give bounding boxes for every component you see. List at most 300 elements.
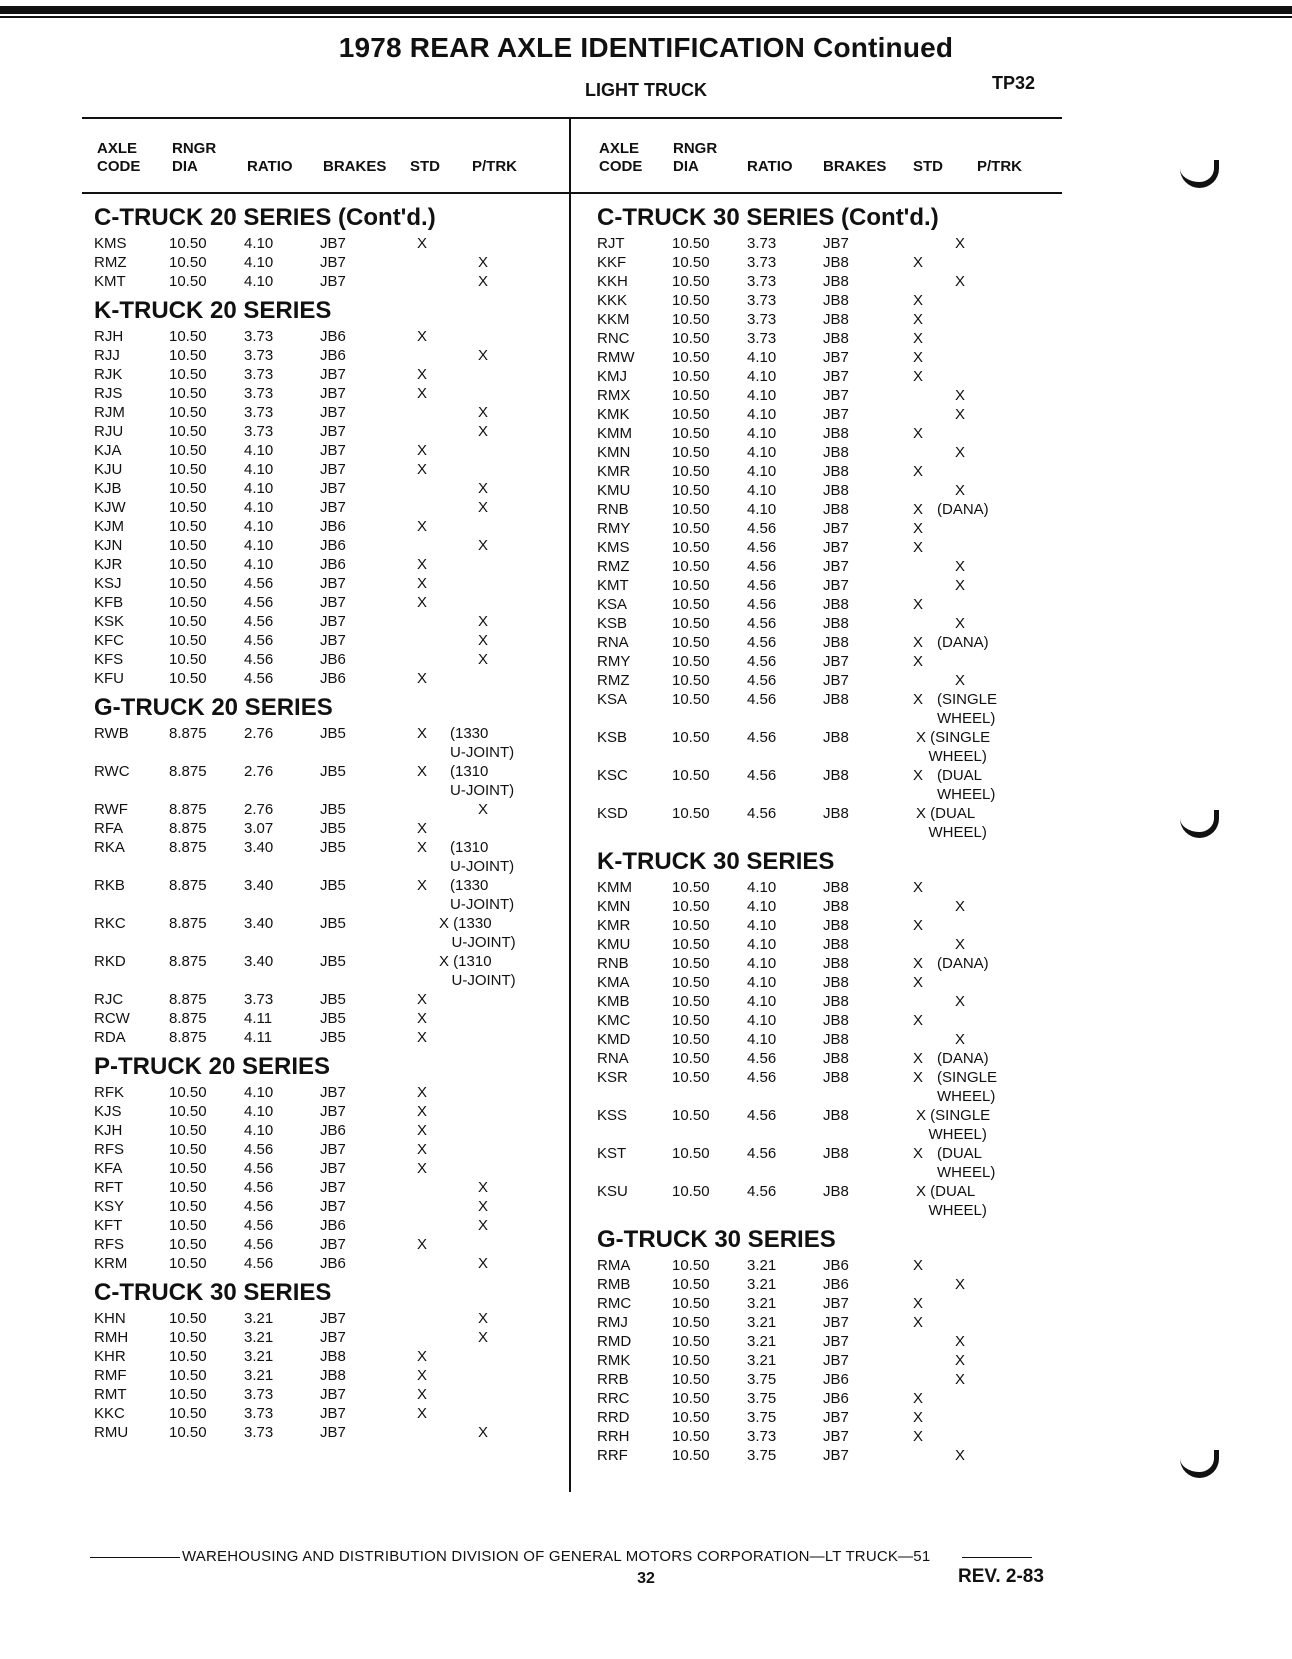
brakes-cell: JB7	[823, 672, 849, 689]
axle-code-cell: KSU	[597, 1183, 628, 1200]
ratio-cell: 3.40	[244, 915, 274, 932]
rngr-dia-cell: 8.875	[169, 725, 207, 742]
brakes-cell: JB6	[320, 670, 346, 687]
ratio-cell: 3.73	[244, 328, 274, 345]
ptrk-cell: X (SINGLE WHEEL)	[916, 1107, 991, 1143]
std-cell: X	[913, 879, 924, 896]
table-row	[597, 481, 1067, 500]
brakes-cell: JB7	[320, 235, 346, 252]
axle-code-cell: RMY	[597, 520, 631, 537]
table-row	[94, 876, 564, 914]
axle-code-cell: RMJ	[597, 1314, 628, 1331]
ratio-cell: 4.10	[244, 499, 274, 516]
table-row	[597, 1408, 1067, 1427]
ptrk-cell: X	[955, 1333, 966, 1350]
table-row	[597, 897, 1067, 916]
ptrk-cell: X	[955, 235, 966, 252]
axle-code-cell: RMW	[597, 349, 635, 366]
table-row	[94, 574, 564, 593]
axle-code-cell: KFB	[94, 594, 124, 611]
rngr-dia-cell: 10.50	[672, 235, 710, 252]
brakes-cell: JB8	[320, 1348, 346, 1365]
axle-code-cell: KMR	[597, 917, 631, 934]
axle-code-cell: RJJ	[94, 347, 120, 364]
std-cell: X	[417, 670, 428, 687]
ratio-cell: 3.73	[244, 1424, 274, 1441]
axle-code-cell: RMU	[94, 1424, 129, 1441]
table-row	[94, 384, 564, 403]
rngr-dia-cell: 10.50	[169, 461, 207, 478]
ratio-cell: 3.21	[747, 1352, 777, 1369]
rngr-dia-cell: 8.875	[169, 763, 207, 780]
ratio-cell: 4.10	[244, 518, 274, 535]
brakes-cell: JB7	[823, 1333, 849, 1350]
axle-code-cell: RNB	[597, 955, 629, 972]
table-row	[94, 536, 564, 555]
rngr-dia-cell: 8.875	[169, 1029, 207, 1046]
axle-code-cell: RFK	[94, 1084, 124, 1101]
axle-code-cell: KHR	[94, 1348, 126, 1365]
rngr-dia-cell: 8.875	[169, 877, 207, 894]
table-row	[94, 1121, 564, 1140]
table-row	[94, 272, 564, 291]
std-cell: X	[417, 877, 428, 894]
axle-code-cell: RKC	[94, 915, 126, 932]
rngr-dia-cell: 10.50	[169, 347, 207, 364]
ratio-cell: 4.56	[244, 1141, 274, 1158]
axle-code-cell: RCW	[94, 1010, 130, 1027]
table-row	[597, 992, 1067, 1011]
table-row	[597, 1068, 1067, 1106]
axle-code-cell: KSA	[597, 596, 628, 613]
rngr-dia-cell: 10.50	[169, 254, 207, 271]
ratio-cell: 4.11	[244, 1010, 273, 1027]
table-row	[94, 1423, 564, 1442]
table-row	[94, 990, 564, 1009]
rngr-dia-cell: 10.50	[169, 613, 207, 630]
brakes-cell: JB7	[823, 653, 849, 670]
table-row	[597, 652, 1067, 671]
ptrk-cell: X	[955, 558, 966, 575]
axle-code-cell: KMS	[94, 235, 127, 252]
rngr-dia-cell: 10.50	[169, 1255, 207, 1272]
rngr-dia-cell: 10.50	[672, 1069, 710, 1086]
ptrk-cell: X	[478, 347, 489, 364]
ratio-cell: 4.56	[244, 670, 274, 687]
ratio-cell: 4.10	[747, 368, 777, 385]
axle-code-cell: KSB	[597, 729, 628, 746]
table-row	[94, 1216, 564, 1235]
brakes-cell: JB6	[320, 328, 346, 345]
brakes-cell: JB7	[320, 1198, 346, 1215]
ptrk-cell: X	[955, 993, 966, 1010]
axle-code-cell: KMR	[597, 463, 631, 480]
axle-code-cell: RRC	[597, 1390, 630, 1407]
table-row	[597, 690, 1067, 728]
ratio-cell: 4.56	[747, 805, 777, 822]
rngr-dia-cell: 10.50	[672, 330, 710, 347]
table-row	[94, 403, 564, 422]
std-cell: X	[417, 1160, 428, 1177]
brakes-cell: JB8	[320, 1367, 346, 1384]
brakes-cell: JB6	[823, 1257, 849, 1274]
std-cell: X	[417, 991, 428, 1008]
rngr-dia-cell: 10.50	[672, 1314, 710, 1331]
std-cell: X	[913, 917, 924, 934]
axle-code-cell: KKF	[597, 254, 627, 271]
rngr-dia-cell: 10.50	[672, 406, 710, 423]
table-row	[94, 1309, 564, 1328]
rngr-dia-cell: 8.875	[169, 953, 207, 970]
table-row	[597, 1294, 1067, 1313]
rngr-dia-cell: 10.50	[169, 423, 207, 440]
rngr-dia-cell: 10.50	[672, 273, 710, 290]
table-row	[94, 234, 564, 253]
rngr-dia-cell: 10.50	[672, 1145, 710, 1162]
table-row	[597, 1389, 1067, 1408]
ptrk-cell: (SINGLE WHEEL)	[937, 691, 998, 727]
axle-code-cell: KMT	[597, 577, 629, 594]
brakes-cell: JB5	[320, 725, 346, 742]
std-cell: X	[417, 442, 428, 459]
ratio-cell: 4.56	[747, 767, 777, 784]
axle-code-cell: KMJ	[597, 368, 627, 385]
header-brakes-right: BRAKES	[823, 158, 887, 175]
rngr-dia-cell: 10.50	[672, 1390, 710, 1407]
brakes-cell: JB7	[320, 1103, 346, 1120]
std-cell: X	[913, 596, 924, 613]
rngr-dia-cell: 10.50	[672, 311, 710, 328]
rngr-dia-cell: 10.50	[672, 501, 710, 518]
axle-code-cell: KSS	[597, 1107, 628, 1124]
std-cell: X	[417, 1029, 428, 1046]
std-cell: X	[417, 328, 428, 345]
std-cell: X	[913, 767, 924, 784]
table-row	[597, 614, 1067, 633]
top-rule	[0, 6, 1292, 14]
rngr-dia-cell: 10.50	[672, 1050, 710, 1067]
ratio-cell: 2.76	[244, 801, 274, 818]
brakes-cell: JB6	[320, 651, 346, 668]
page-title: 1978 REAR AXLE IDENTIFICATION Continued	[338, 32, 954, 63]
std-cell: X	[417, 1103, 428, 1120]
axle-code-cell: KMT	[94, 273, 126, 290]
axle-code-cell: RFS	[94, 1141, 124, 1158]
table-row	[597, 1332, 1067, 1351]
std-cell: X	[913, 501, 924, 518]
brakes-cell: JB8	[823, 729, 849, 746]
axle-code-cell: KSR	[597, 1069, 628, 1086]
brakes-cell: JB7	[320, 1179, 346, 1196]
header-top-rule	[82, 117, 1062, 119]
std-cell: X	[913, 292, 924, 309]
std-cell: X	[417, 518, 428, 535]
axle-code-cell: KMC	[597, 1012, 631, 1029]
rngr-dia-cell: 10.50	[169, 1122, 207, 1139]
std-cell: X	[417, 1367, 428, 1384]
brakes-cell: JB8	[823, 444, 849, 461]
axle-code-cell: RJM	[94, 404, 125, 421]
table-row	[597, 424, 1067, 443]
axle-code-cell: RMZ	[597, 672, 630, 689]
axle-code-cell: KJA	[94, 442, 122, 459]
ratio-cell: 4.11	[244, 1029, 273, 1046]
ptrk-cell: X (DUAL WHEEL)	[916, 1183, 987, 1219]
ratio-cell: 3.73	[244, 991, 274, 1008]
table-row	[94, 1385, 564, 1404]
ratio-cell: 4.10	[747, 387, 777, 404]
rngr-dia-cell: 10.50	[169, 366, 207, 383]
axle-code-cell: RDA	[94, 1029, 126, 1046]
rngr-dia-cell: 10.50	[169, 1424, 207, 1441]
std-cell: X	[417, 1141, 428, 1158]
brakes-cell: JB7	[320, 442, 346, 459]
ptrk-cell: (DUAL WHEEL)	[937, 767, 996, 803]
brakes-cell: JB6	[320, 1122, 346, 1139]
table-row	[94, 422, 564, 441]
rngr-dia-cell: 10.50	[169, 499, 207, 516]
brakes-cell: JB7	[320, 1424, 346, 1441]
ratio-cell: 4.10	[747, 1031, 777, 1048]
axle-code-cell: RNB	[597, 501, 629, 518]
brakes-cell: JB5	[320, 915, 346, 932]
ratio-cell: 4.10	[747, 444, 777, 461]
rngr-dia-cell: 10.50	[672, 349, 710, 366]
rngr-dia-cell: 10.50	[672, 1371, 710, 1388]
ratio-cell: 4.10	[747, 993, 777, 1010]
std-cell: X	[913, 520, 924, 537]
ptrk-cell: X	[955, 1352, 966, 1369]
rngr-dia-cell: 10.50	[169, 1084, 207, 1101]
ratio-cell: 4.10	[747, 917, 777, 934]
axle-code-cell: KFC	[94, 632, 124, 649]
ratio-cell: 4.10	[747, 879, 777, 896]
axle-code-cell: RMZ	[597, 558, 630, 575]
brakes-cell: JB7	[823, 368, 849, 385]
ratio-cell: 3.21	[244, 1310, 274, 1327]
ratio-cell: 4.10	[244, 1103, 274, 1120]
table-row	[94, 800, 564, 819]
table-row	[94, 631, 564, 650]
axle-code-cell: KJS	[94, 1103, 122, 1120]
brakes-cell: JB7	[320, 632, 346, 649]
rngr-dia-cell: 8.875	[169, 1010, 207, 1027]
table-row	[597, 443, 1067, 462]
axle-code-cell: KKM	[597, 311, 630, 328]
brakes-cell: JB7	[823, 1447, 849, 1464]
table-row	[597, 916, 1067, 935]
brakes-cell: JB8	[823, 634, 849, 651]
axle-code-cell: KSJ	[94, 575, 122, 592]
rngr-dia-cell: 10.50	[169, 1348, 207, 1365]
axle-code-cell: RWC	[94, 763, 130, 780]
table-row	[597, 728, 1067, 766]
section-title: P-TRUCK 20 SERIES	[94, 1053, 331, 1080]
ratio-cell: 3.73	[244, 423, 274, 440]
brakes-cell: JB5	[320, 991, 346, 1008]
std-cell: X	[913, 1314, 924, 1331]
ptrk-cell: (1310 U-JOINT)	[450, 839, 515, 875]
rngr-dia-cell: 10.50	[169, 632, 207, 649]
brakes-cell: JB7	[320, 1141, 346, 1158]
ratio-cell: 4.56	[747, 1183, 777, 1200]
ptrk-cell: X (DUAL WHEEL)	[916, 805, 987, 841]
header-std-right: STD	[913, 158, 943, 175]
table-row	[597, 595, 1067, 614]
rngr-dia-cell: 10.50	[672, 1333, 710, 1350]
table-row	[597, 1182, 1067, 1220]
footer-text: WAREHOUSING AND DISTRIBUTION DIVISION OF GENERAL MOTORS CORPORATION—LT TRUCK—51	[182, 1548, 931, 1565]
ratio-cell: 3.40	[244, 953, 274, 970]
axle-code-cell: KJB	[94, 480, 122, 497]
ratio-cell: 4.56	[747, 634, 777, 651]
std-cell: X	[417, 1122, 428, 1139]
table-row	[94, 365, 564, 384]
table-row	[94, 838, 564, 876]
ratio-cell: 3.40	[244, 839, 274, 856]
axle-code-cell: KMU	[597, 936, 631, 953]
table-row	[94, 1197, 564, 1216]
table-row	[94, 1159, 564, 1178]
ptrk-cell: X	[955, 1447, 966, 1464]
ptrk-cell: X	[478, 273, 489, 290]
table-row	[597, 633, 1067, 652]
section-title: C-TRUCK 30 SERIES	[94, 1279, 332, 1306]
axle-code-cell: KJU	[94, 461, 123, 478]
brakes-cell: JB8	[823, 311, 849, 328]
ptrk-cell: X	[478, 651, 489, 668]
table-row	[94, 1366, 564, 1385]
table-row	[94, 460, 564, 479]
std-cell: X	[417, 1236, 428, 1253]
std-cell: X	[417, 556, 428, 573]
rngr-dia-cell: 10.50	[672, 672, 710, 689]
table-row	[94, 612, 564, 631]
ptrk-cell: X	[955, 273, 966, 290]
ptrk-cell: X	[478, 1255, 489, 1272]
ratio-cell: 4.56	[244, 632, 274, 649]
ratio-cell: 4.10	[747, 501, 777, 518]
rngr-dia-cell: 10.50	[169, 1329, 207, 1346]
binder-hole-mark	[1180, 1450, 1219, 1478]
ratio-cell: 3.21	[747, 1276, 777, 1293]
brakes-cell: JB8	[823, 805, 849, 822]
axle-code-cell: RKD	[94, 953, 126, 970]
axle-code-cell: KMS	[597, 539, 630, 556]
brakes-cell: JB7	[320, 254, 346, 271]
brakes-cell: JB8	[823, 1050, 849, 1067]
brakes-cell: JB7	[320, 1160, 346, 1177]
ratio-cell: 3.73	[747, 311, 777, 328]
table-row	[94, 1254, 564, 1273]
header-rngr-dia-right: RNGR DIA	[673, 140, 718, 175]
ratio-cell: 3.73	[244, 347, 274, 364]
axle-code-cell: RRB	[597, 1371, 629, 1388]
brakes-cell: JB7	[823, 520, 849, 537]
section-title: C-TRUCK 20 SERIES (Cont'd.)	[94, 204, 436, 231]
axle-code-cell: RMD	[597, 1333, 632, 1350]
table-row	[597, 1446, 1067, 1465]
table-row	[94, 914, 564, 952]
ratio-cell: 4.56	[244, 613, 274, 630]
axle-code-cell: KMD	[597, 1031, 631, 1048]
header-axle-code: AXLE CODE	[97, 140, 141, 175]
axle-code-cell: KSB	[597, 615, 628, 632]
ratio-cell: 4.10	[747, 463, 777, 480]
ratio-cell: 4.10	[747, 425, 777, 442]
axle-code-cell: KJR	[94, 556, 123, 573]
ratio-cell: 4.56	[747, 577, 777, 594]
ratio-cell: 4.10	[244, 235, 274, 252]
ratio-cell: 3.75	[747, 1409, 777, 1426]
axle-code-cell: KMK	[597, 406, 630, 423]
axle-code-cell: KKC	[94, 1405, 125, 1422]
ratio-cell: 4.56	[747, 1145, 777, 1162]
ratio-cell: 3.07	[244, 820, 274, 837]
ratio-cell: 4.56	[747, 672, 777, 689]
brakes-cell: JB7	[320, 423, 346, 440]
rngr-dia-cell: 10.50	[672, 974, 710, 991]
ratio-cell: 4.10	[747, 349, 777, 366]
ratio-cell: 4.56	[244, 575, 274, 592]
axle-code-cell: KKH	[597, 273, 628, 290]
ratio-cell: 4.56	[747, 520, 777, 537]
std-cell: X	[913, 539, 924, 556]
brakes-cell: JB7	[823, 387, 849, 404]
ptrk-cell: X	[955, 1371, 966, 1388]
axle-code-cell: KFT	[94, 1217, 123, 1234]
rngr-dia-cell: 10.50	[169, 480, 207, 497]
header-brakes: BRAKES	[323, 158, 387, 175]
ptrk-cell: X	[478, 1217, 489, 1234]
rngr-dia-cell: 10.50	[169, 575, 207, 592]
rngr-dia-cell: 10.50	[169, 1160, 207, 1177]
rngr-dia-cell: 10.50	[672, 596, 710, 613]
ratio-cell: 4.10	[244, 273, 274, 290]
footer-rule-left	[90, 1557, 180, 1558]
brakes-cell: JB5	[320, 953, 346, 970]
std-cell: X	[913, 1145, 924, 1162]
std-cell: X	[417, 235, 428, 252]
brakes-cell: JB6	[320, 556, 346, 573]
table-row	[94, 1140, 564, 1159]
table-row	[597, 519, 1067, 538]
ptrk-cell: (1330 U-JOINT)	[450, 877, 515, 913]
rngr-dia-cell: 10.50	[672, 1257, 710, 1274]
brakes-cell: JB7	[823, 406, 849, 423]
ptrk-cell: X	[478, 480, 489, 497]
binder-hole-mark	[1180, 160, 1219, 188]
table-row	[94, 498, 564, 517]
brakes-cell: JB5	[320, 1010, 346, 1027]
ratio-cell: 3.73	[244, 366, 274, 383]
rngr-dia-cell: 10.50	[672, 993, 710, 1010]
rngr-dia-cell: 10.50	[672, 1428, 710, 1445]
brakes-cell: JB8	[823, 330, 849, 347]
ratio-cell: 4.56	[244, 1236, 274, 1253]
axle-code-cell: KST	[597, 1145, 627, 1162]
header-rngr-dia: RNGR DIA	[172, 140, 217, 175]
axle-code-cell: KMN	[597, 444, 631, 461]
ratio-cell: 3.73	[747, 273, 777, 290]
brakes-cell: JB7	[823, 349, 849, 366]
rngr-dia-cell: 10.50	[169, 651, 207, 668]
ptrk-cell: (DUAL WHEEL)	[937, 1145, 996, 1181]
brakes-cell: JB7	[823, 1428, 849, 1445]
brakes-cell: JB7	[823, 235, 849, 252]
ratio-cell: 3.73	[244, 404, 274, 421]
brakes-cell: JB7	[320, 594, 346, 611]
